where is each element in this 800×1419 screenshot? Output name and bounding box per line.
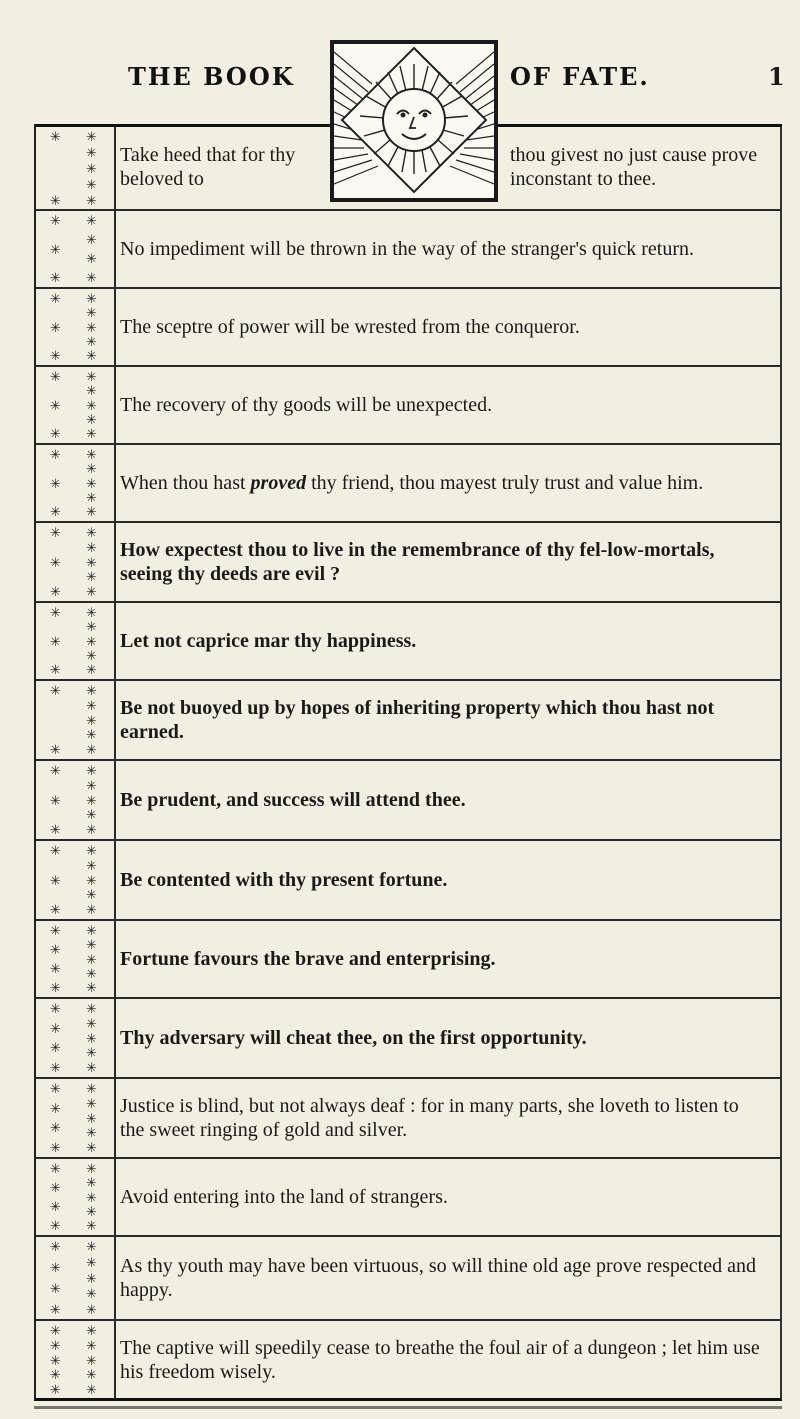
asterisk-mark: ✳ (50, 1002, 61, 1017)
star-column (36, 211, 116, 287)
asterisk-mark: ✳ (86, 505, 97, 520)
asterisk-mark: ✳ (86, 981, 97, 996)
oracle-text: No impediment will be thrown in the way of the stranger's quick return. (120, 238, 695, 260)
asterisk-mark: ✳ (50, 1354, 61, 1369)
asterisk-mark: ✳ (50, 349, 61, 364)
asterisk-mark: ✳ (50, 1261, 61, 1276)
asterisk-mark: ✳ (50, 1219, 61, 1234)
asterisk-mark: ✳ (86, 271, 97, 286)
asterisk-mark: ✳ (50, 874, 61, 889)
asterisk-mark: ✳ (86, 743, 97, 758)
asterisk-mark: ✳ (50, 1368, 61, 1383)
asterisk-mark: ✳ (86, 556, 97, 571)
asterisk-mark: ✳ (86, 491, 97, 506)
star-column (36, 445, 116, 521)
asterisk-mark: ✳ (86, 728, 97, 743)
asterisk-mark: ✳ (50, 1200, 61, 1215)
star-column (36, 289, 116, 365)
star-column (36, 1079, 116, 1157)
oracle-text-right: thou givest no just cause prove inconstant to thee. (510, 144, 758, 190)
star-column (36, 1237, 116, 1319)
asterisk-mark: ✳ (86, 1032, 97, 1047)
asterisk-mark: ✳ (86, 967, 97, 982)
asterisk-mark: ✳ (86, 938, 97, 953)
star-column (36, 681, 116, 759)
asterisk-mark: ✳ (86, 130, 97, 145)
asterisk-mark: ✳ (86, 764, 97, 779)
star-column (36, 127, 116, 209)
asterisk-mark: ✳ (50, 1102, 61, 1117)
asterisk-mark: ✳ (86, 1339, 97, 1354)
oracle-text: The sceptre of power will be wrested from the conqueror. (120, 316, 580, 338)
asterisk-mark: ✳ (86, 663, 97, 678)
asterisk-mark: ✳ (50, 399, 61, 414)
oracle-text: Be contented with thy present fortune. (120, 869, 448, 891)
asterisk-mark: ✳ (86, 541, 97, 556)
asterisk-mark: ✳ (50, 214, 61, 229)
asterisk-mark: ✳ (50, 1162, 61, 1177)
asterisk-mark: ✳ (50, 271, 61, 286)
asterisk-mark: ✳ (50, 1061, 61, 1076)
asterisk-mark: ✳ (86, 844, 97, 859)
asterisk-mark: ✳ (50, 585, 61, 600)
asterisk-mark: ✳ (86, 1383, 97, 1398)
asterisk-mark: ✳ (50, 1339, 61, 1354)
asterisk-mark: ✳ (86, 178, 97, 193)
asterisk-mark: ✳ (86, 1112, 97, 1127)
asterisk-mark: ✳ (50, 764, 61, 779)
asterisk-mark: ✳ (86, 233, 97, 248)
oracle-text: The captive will speedily cease to breathe the foul air of a dungeon ; let him use his freedom wisely. (120, 1337, 760, 1383)
asterisk-mark: ✳ (86, 194, 97, 209)
asterisk-mark: ✳ (86, 1256, 97, 1271)
asterisk-mark: ✳ (86, 874, 97, 889)
asterisk-mark: ✳ (86, 684, 97, 699)
oracle-text-left: Take heed that for thy beloved to (120, 144, 296, 190)
oracle-text: Avoid entering into the land of strangers. (120, 1186, 448, 1208)
asterisk-mark: ✳ (50, 321, 61, 336)
asterisk-mark: ✳ (50, 1181, 61, 1196)
asterisk-mark: ✳ (86, 1082, 97, 1097)
star-column (36, 1159, 116, 1235)
asterisk-mark: ✳ (86, 1354, 97, 1369)
asterisk-mark: ✳ (86, 1097, 97, 1112)
oracle-row (36, 1319, 782, 1399)
asterisk-mark: ✳ (86, 335, 97, 350)
asterisk-mark: ✳ (86, 620, 97, 635)
asterisk-mark: ✳ (50, 427, 61, 442)
asterisk-mark: ✳ (86, 370, 97, 385)
asterisk-mark: ✳ (50, 844, 61, 859)
asterisk-mark: ✳ (86, 859, 97, 874)
star-column (36, 999, 116, 1077)
asterisk-mark: ✳ (86, 635, 97, 650)
asterisk-mark: ✳ (86, 649, 97, 664)
asterisk-mark: ✳ (86, 953, 97, 968)
asterisk-mark: ✳ (86, 252, 97, 267)
asterisk-mark: ✳ (86, 1368, 97, 1383)
asterisk-mark: ✳ (50, 526, 61, 541)
asterisk-mark: ✳ (86, 292, 97, 307)
asterisk-mark: ✳ (86, 1191, 97, 1206)
asterisk-mark: ✳ (86, 888, 97, 903)
oracle-text: Be prudent, and success will attend thee. (120, 789, 466, 811)
oracle-row (36, 759, 782, 839)
oracle-row (36, 521, 782, 601)
asterisk-mark: ✳ (86, 823, 97, 838)
asterisk-mark: ✳ (86, 146, 97, 161)
asterisk-mark: ✳ (50, 130, 61, 145)
asterisk-mark: ✳ (86, 1176, 97, 1191)
oracle-text: Be not buoyed up by hopes of inheriting property which thou hast not earned. (120, 697, 715, 743)
asterisk-mark: ✳ (50, 1082, 61, 1097)
star-column (36, 841, 116, 919)
star-column (36, 367, 116, 443)
oracle-row (36, 997, 782, 1077)
asterisk-mark: ✳ (86, 1303, 97, 1318)
running-title-right: OF FATE. (510, 62, 650, 91)
asterisk-mark: ✳ (50, 962, 61, 977)
asterisk-mark: ✳ (86, 462, 97, 477)
asterisk-mark: ✳ (86, 1324, 97, 1339)
asterisk-mark: ✳ (86, 779, 97, 794)
asterisk-mark: ✳ (50, 292, 61, 307)
asterisk-mark: ✳ (86, 570, 97, 585)
asterisk-mark: ✳ (50, 981, 61, 996)
oracle-row (36, 365, 782, 443)
asterisk-mark: ✳ (50, 635, 61, 650)
star-column (36, 921, 116, 997)
asterisk-mark: ✳ (86, 526, 97, 541)
oracle-text: How expectest thou to live in the remembrance of thy fel-low-mortals, seeing thy deeds are evil ? (120, 539, 715, 585)
asterisk-mark: ✳ (50, 1041, 61, 1056)
asterisk-mark: ✳ (86, 427, 97, 442)
asterisk-mark: ✳ (86, 399, 97, 414)
star-column (36, 523, 116, 601)
oracle-text: Thy adversary will cheat thee, on the first opportunity. (120, 1027, 587, 1049)
oracle-text: Let not caprice mar thy happiness. (120, 630, 417, 652)
asterisk-mark: ✳ (86, 924, 97, 939)
asterisk-mark: ✳ (86, 1002, 97, 1017)
asterisk-mark: ✳ (86, 699, 97, 714)
asterisk-mark: ✳ (86, 477, 97, 492)
asterisk-mark: ✳ (50, 1141, 61, 1156)
asterisk-mark: ✳ (50, 1121, 61, 1136)
asterisk-mark: ✳ (50, 1324, 61, 1339)
asterisk-mark: ✳ (50, 794, 61, 809)
asterisk-mark: ✳ (86, 1061, 97, 1076)
oracle-text: The recovery of thy goods will be unexpected. (120, 394, 493, 416)
oracle-row (36, 601, 782, 679)
oracle-row (36, 919, 782, 997)
oracle-row (36, 1077, 782, 1157)
asterisk-mark: ✳ (50, 606, 61, 621)
oracle-row (36, 287, 782, 365)
bottom-rule (34, 1406, 782, 1409)
oracle-text: Fortune favours the brave and enterprising. (120, 948, 496, 970)
asterisk-mark: ✳ (86, 1205, 97, 1220)
asterisk-mark: ✳ (50, 1240, 61, 1255)
asterisk-mark: ✳ (50, 663, 61, 678)
asterisk-mark: ✳ (86, 448, 97, 463)
asterisk-mark: ✳ (86, 1141, 97, 1156)
oracle-text: When thou hast proved thy friend, thou mayest truly trust and value him. (120, 472, 704, 494)
asterisk-mark: ✳ (50, 370, 61, 385)
emphasis-word: proved (250, 472, 307, 494)
asterisk-mark: ✳ (50, 243, 61, 258)
asterisk-mark: ✳ (50, 1282, 61, 1297)
asterisk-mark: ✳ (86, 1272, 97, 1287)
asterisk-mark: ✳ (86, 714, 97, 729)
sun-face-icon (330, 40, 498, 202)
asterisk-mark: ✳ (86, 1240, 97, 1255)
asterisk-mark: ✳ (86, 162, 97, 177)
asterisk-mark: ✳ (86, 214, 97, 229)
asterisk-mark: ✳ (86, 321, 97, 336)
page-number: 1 (768, 62, 785, 91)
asterisk-mark: ✳ (86, 349, 97, 364)
asterisk-mark: ✳ (50, 505, 61, 520)
asterisk-mark: ✳ (86, 585, 97, 600)
asterisk-mark: ✳ (50, 1383, 61, 1398)
star-column (36, 1321, 116, 1399)
asterisk-mark: ✳ (86, 1017, 97, 1032)
asterisk-mark: ✳ (86, 384, 97, 399)
asterisk-mark: ✳ (86, 903, 97, 918)
asterisk-mark: ✳ (86, 794, 97, 809)
asterisk-mark: ✳ (86, 413, 97, 428)
oracle-table (34, 124, 782, 1401)
asterisk-mark: ✳ (50, 924, 61, 939)
oracle-row (36, 839, 782, 919)
asterisk-mark: ✳ (50, 943, 61, 958)
asterisk-mark: ✳ (50, 1303, 61, 1318)
asterisk-mark: ✳ (86, 306, 97, 321)
asterisk-mark: ✳ (50, 448, 61, 463)
asterisk-mark: ✳ (86, 1126, 97, 1141)
running-title-left: THE BOOK (128, 62, 295, 91)
asterisk-mark: ✳ (50, 823, 61, 838)
asterisk-mark: ✳ (86, 1287, 97, 1302)
asterisk-mark: ✳ (86, 1162, 97, 1177)
oracle-text: As thy youth may have been virtuous, so will thine old age prove respected and happy. (120, 1255, 756, 1301)
asterisk-mark: ✳ (50, 743, 61, 758)
asterisk-mark: ✳ (50, 194, 61, 209)
asterisk-mark: ✳ (86, 808, 97, 823)
oracle-row (36, 679, 782, 759)
oracle-row (36, 1157, 782, 1235)
asterisk-mark: ✳ (86, 606, 97, 621)
asterisk-mark: ✳ (86, 1046, 97, 1061)
asterisk-mark: ✳ (50, 684, 61, 699)
star-column (36, 603, 116, 679)
asterisk-mark: ✳ (50, 903, 61, 918)
asterisk-mark: ✳ (50, 477, 61, 492)
asterisk-mark: ✳ (86, 1219, 97, 1234)
asterisk-mark: ✳ (50, 1022, 61, 1037)
oracle-row (36, 1235, 782, 1319)
oracle-text: Justice is blind, but not always deaf : for in many parts, she loveth to listen to the sweet ringing of gold and silver. (120, 1095, 739, 1141)
oracle-row (36, 209, 782, 287)
oracle-row (36, 443, 782, 521)
star-column (36, 761, 116, 839)
asterisk-mark: ✳ (50, 556, 61, 571)
